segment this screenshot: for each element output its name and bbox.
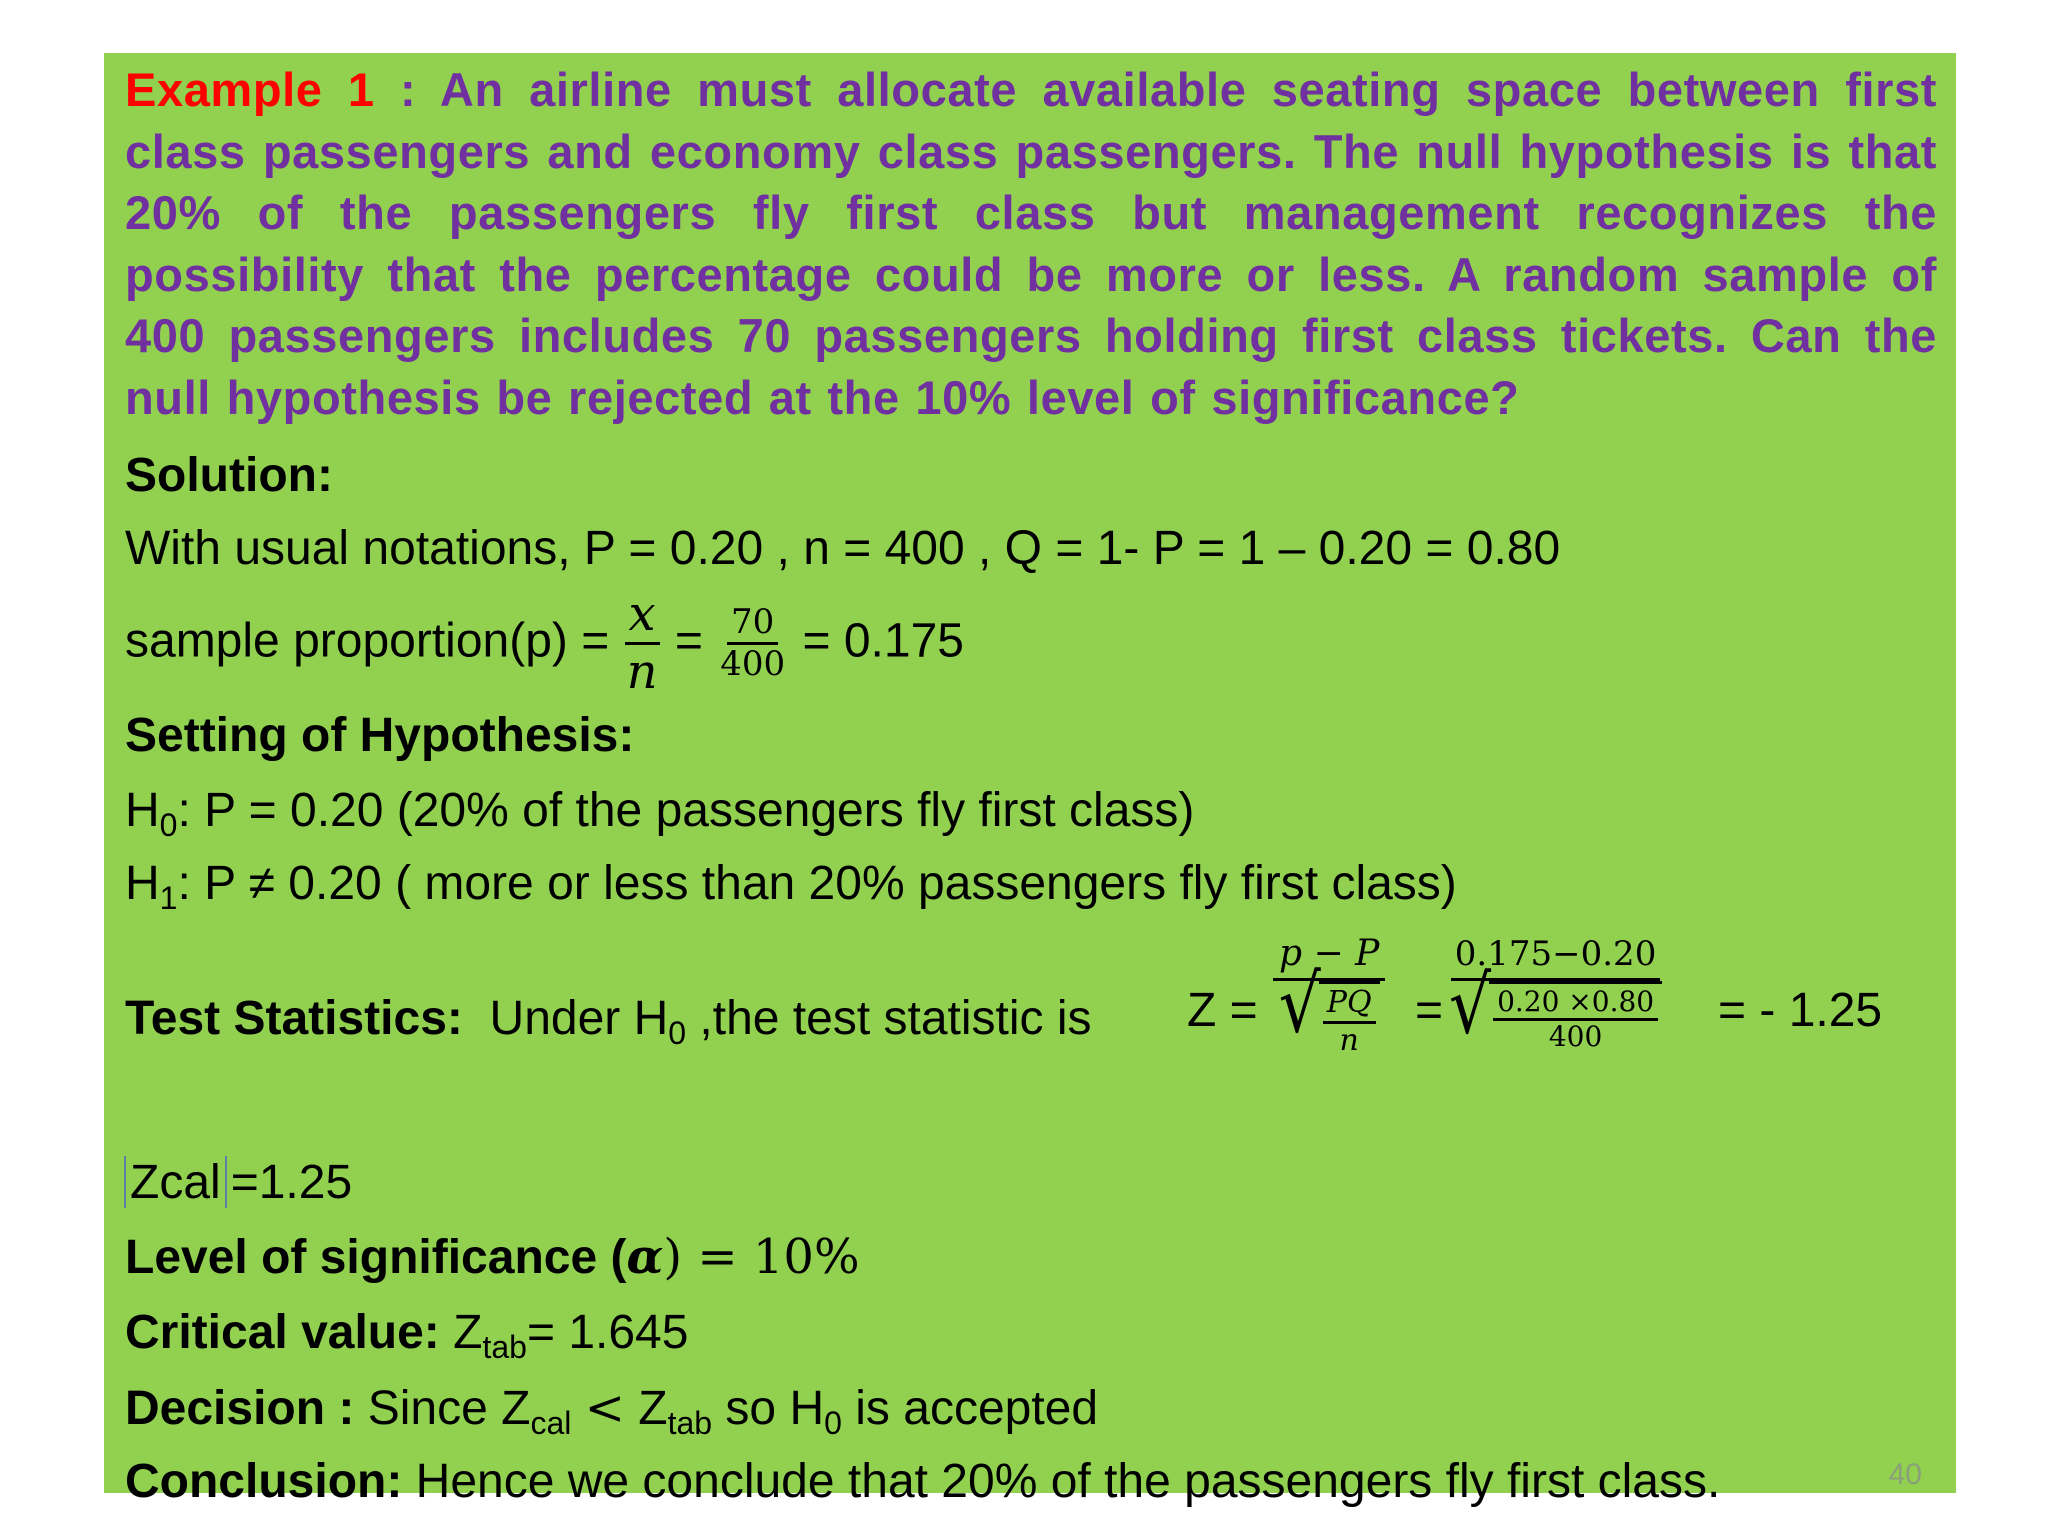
fraction-x-over-n [623,587,662,700]
zcal-label: Zcal [130,1156,221,1209]
critical-value-line [125,1305,689,1365]
significance-line [125,1229,860,1285]
decision-sub-tab: tab [667,1405,713,1441]
fraction-z-formula [1273,933,1385,1058]
test-rest: ,the test statistic is [699,992,1092,1045]
solution-heading [125,448,333,503]
decision-line [125,1380,1099,1441]
z-numeric-den [1445,959,1666,1054]
significance-value: ) = 10% [663,1229,860,1285]
h0-sub: 0 [159,807,178,843]
page-number: 40 [1888,1458,1922,1491]
alpha-symbol: α [626,1229,664,1285]
equals-sign: = [674,614,703,668]
abs-bar-right [225,1156,227,1208]
h1-letter: H [125,857,160,910]
test-statistics-line [125,991,1092,1051]
radical-sign: √ [1278,958,1321,1052]
critical-z: Z [453,1306,483,1359]
decision-label: Decision : [125,1382,355,1435]
solution-heading-text: Solution: [125,449,333,502]
h1-line [125,856,1457,916]
equals-sign-2: = [1415,984,1444,1037]
notations-line: With usual notations, P = 0.20 , n = 400 , Q = 1- P = 1 – 0.20 = 0.80 [125,522,1561,575]
critical-label: Critical value: [125,1306,440,1359]
decision-so: so H [712,1382,825,1435]
frac-70: 70 [727,603,778,645]
abs-bar-left [124,1156,126,1208]
h0-line [125,783,1195,843]
zcal-value: =1.25 [230,1156,353,1209]
radical-sign-2: √ [1449,959,1492,1052]
significance-label: Level of significance ( [125,1231,627,1284]
sqrt-numeric-content [1489,981,1662,1053]
zcal-line [120,1155,352,1210]
decision-accepted: is accepted [841,1382,1099,1435]
decision-sub0: 0 [824,1405,842,1441]
numeric-inner-frac [1493,986,1658,1053]
numeric-inner-num: 0.20 ×0.80 [1493,986,1658,1021]
test-label: Test Statistics: [125,992,463,1045]
n-letter: n [1339,1022,1359,1058]
less-than-sign: < [584,1380,625,1436]
critical-sub: tab [482,1329,527,1365]
pq-over-n [1323,986,1376,1058]
sqrt-pq-over-n [1278,958,1380,1058]
conclusion-label: Conclusion: [125,1455,403,1508]
z-numeric-frac [1445,935,1666,1053]
example-label: Example 1 [125,63,375,116]
critical-value: = 1.645 [526,1306,689,1359]
h0-letter: H [125,784,160,837]
hypothesis-heading [125,708,634,763]
hypothesis-heading-text: Setting of Hypothesis: [125,709,635,762]
sqrt-content [1319,981,1380,1058]
sample-proportion-line [125,587,964,700]
z-result: = - 1.25 [1718,984,1883,1037]
conclusion-line [125,1454,1720,1509]
h1-sub: 1 [159,880,178,916]
test-under-sub: 0 [668,1015,687,1051]
question-body: : An airline must allocate available seating space between first class passengers and economy class passengers. The null hypothesis is that 20% of the passengers fly first class but management recognizes the possibility that the percentage could be more or less. A random sample of 400 passengers includes 70 passengers holding first class tickets. Can the null hypothesis be rejected at the 10% level of significance? [125,63,1937,424]
frac-n: n [626,644,658,701]
z-numeric-num: 0.175−0.20 [1451,935,1661,981]
conclusion-text: Hence we conclude that 20% of the passengers fly first class. [402,1455,1721,1508]
frac-400: 400 [720,644,786,685]
decision-sub-cal: cal [530,1405,572,1441]
h0-text: : P = 0.20 (20% of the passengers fly first class) [177,784,1195,837]
slide [104,53,1956,1508]
numeric-inner-den: 400 [1548,1020,1603,1054]
h1-text: : P ≠ 0.20 ( more or less than 20% passengers fly first class) [177,857,1457,910]
z-equals: Z = [1187,984,1258,1037]
sample-result: = 0.175 [802,614,964,668]
test-under: Under H [489,992,669,1045]
sqrt-numeric [1449,959,1662,1054]
sample-prefix: sample proportion(p) = [125,614,610,668]
frac-x: x [625,587,660,645]
pq: PQ [1323,986,1376,1024]
decision-z: Z [638,1382,668,1435]
z-formula-frac [1273,933,1385,1058]
decision-since: Since Z [367,1382,531,1435]
question-text [125,59,1937,428]
fraction-z-numeric [1445,935,1666,1053]
z-formula-den [1275,958,1384,1058]
fraction-70-over-400 [716,603,789,684]
z-formula-num: p − P [1273,933,1385,981]
